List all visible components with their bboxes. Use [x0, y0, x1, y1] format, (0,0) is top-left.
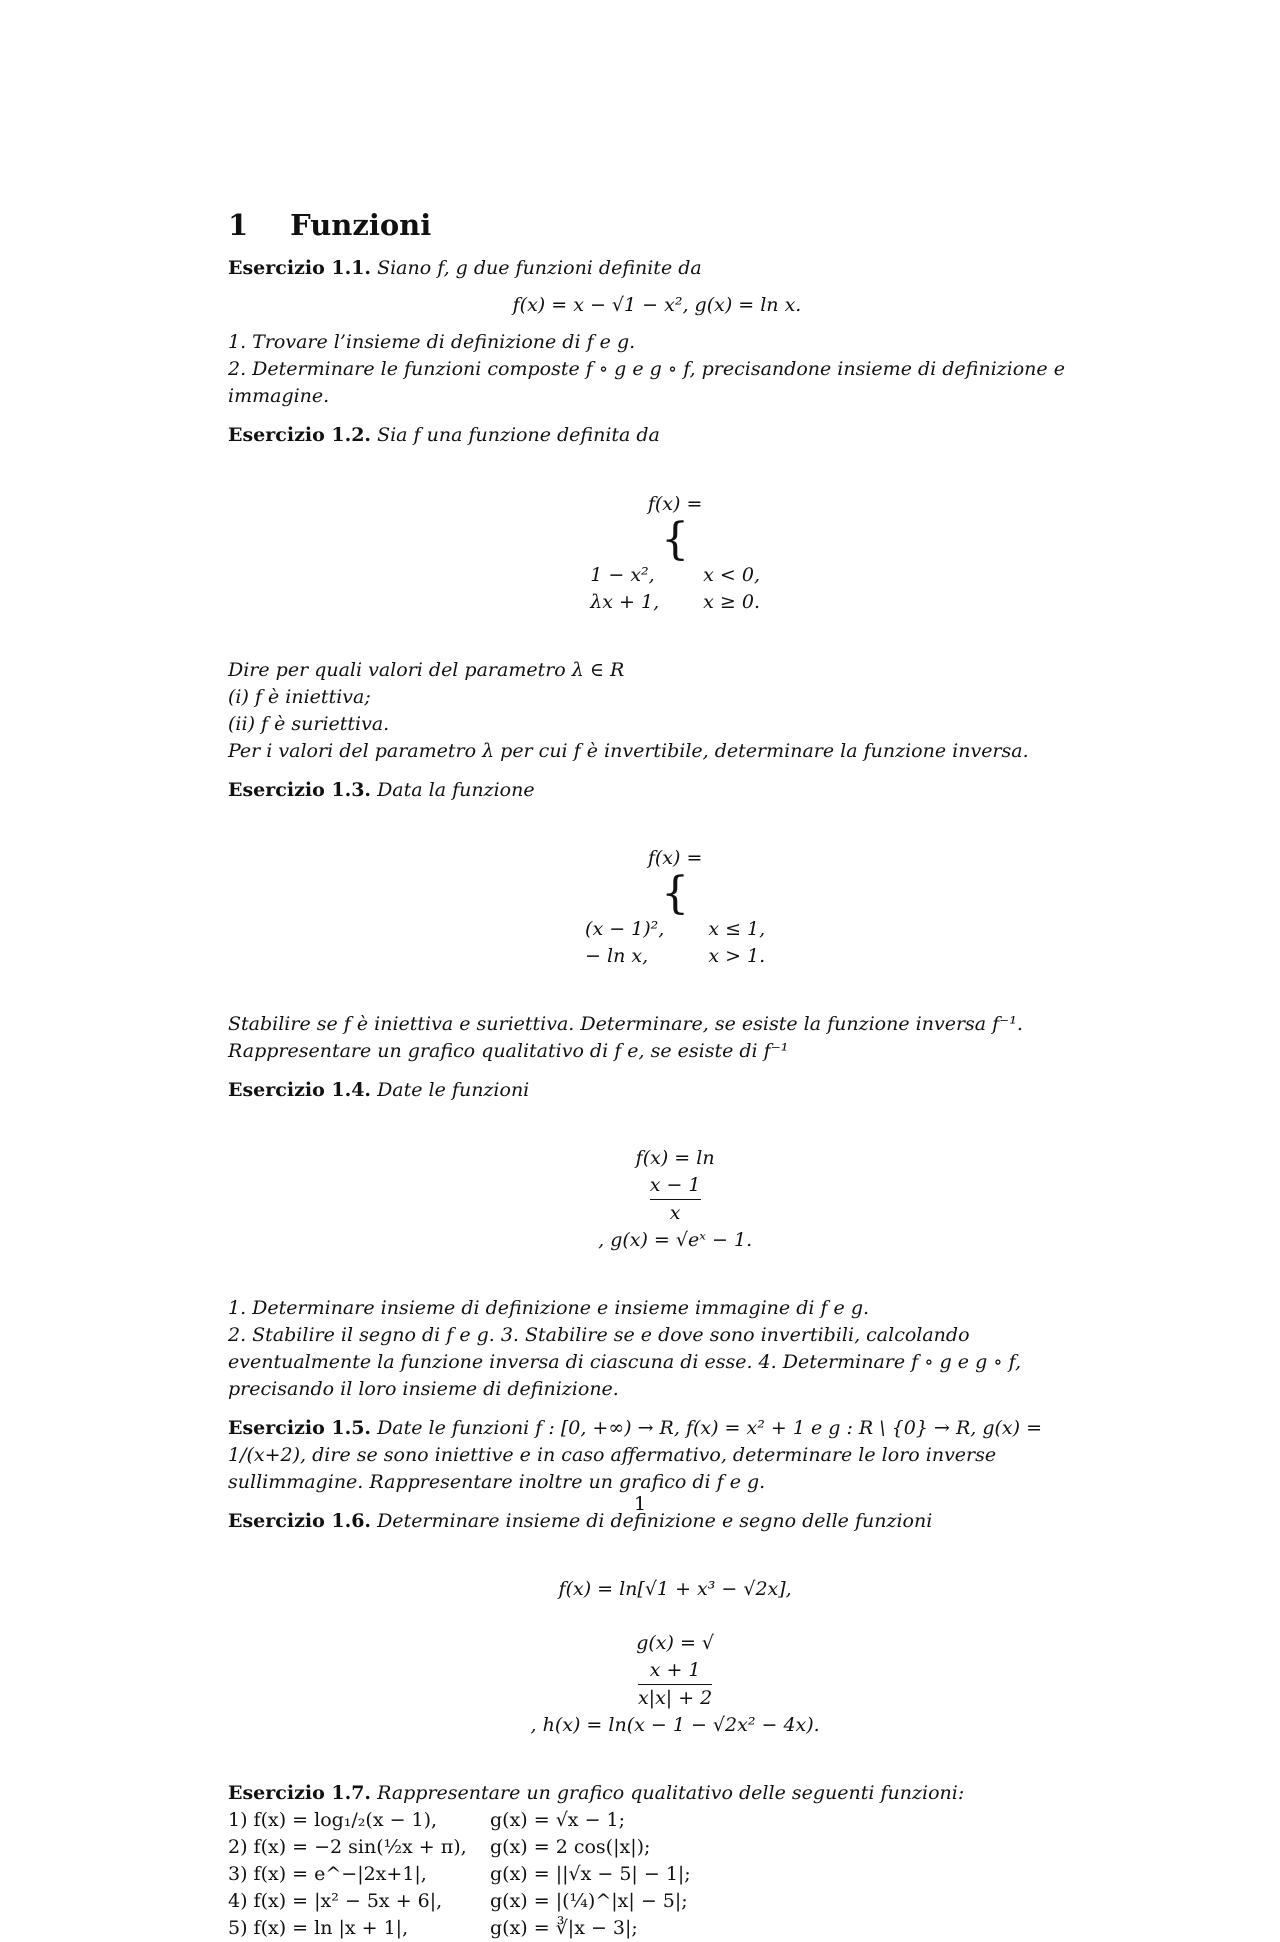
equation-f: f(x) = ln[√1 + x³ − √2x], — [558, 1578, 792, 1600]
list-item — [228, 1915, 1086, 1942]
fraction — [638, 1657, 712, 1712]
function-f: 4) f(x) = |x² − 5x + 6|, — [228, 1890, 443, 1912]
case-expr: λx + 1, — [590, 590, 660, 613]
exercise-intro: Rappresentare un grafico qualitativo delle seguenti funzioni: — [377, 1782, 965, 1804]
function-f: 1) f(x) = log₁/₂(x − 1), — [228, 1809, 438, 1831]
exercise-text: 2. Stabilire il segno di f e g. 3. Stabilire se e dove sono invertibili, calcolando eventualmente la funzione inversa di ciascuna di esse. 4. Determinare f ∘ g e g ∘ f, precisando il loro insieme di definizione. — [228, 1324, 1022, 1400]
section-number: 1 — [228, 208, 249, 242]
equation-g-lhs: g(x) = √ — [636, 1632, 715, 1654]
page-number: 1 — [633, 1493, 647, 1515]
brace-symbol: { — [661, 868, 690, 919]
list-item — [228, 1861, 1086, 1888]
cases-block — [585, 916, 765, 970]
exercise-1-2 — [228, 422, 1086, 449]
exercise-1-1 — [228, 255, 1086, 282]
case-cond: x ≤ 1, — [708, 918, 766, 940]
exercise-text: Per i valori del parametro λ per cui f è invertibile, determinare la funzione inversa. — [228, 739, 1029, 762]
fraction-numerator: x − 1 — [649, 1174, 701, 1196]
brace-symbol: { — [661, 513, 690, 565]
exercise-label: Esercizio 1.7. — [228, 1782, 372, 1804]
exercise-1-5 — [228, 1415, 1086, 1496]
exercise-intro: Date le funzioni — [377, 1079, 530, 1101]
equation — [228, 1118, 1086, 1281]
exercise-1-4 — [228, 1077, 1086, 1104]
fraction-numerator: x + 1 — [649, 1659, 701, 1681]
function-f: 3) f(x) = e^−|2x+1|, — [228, 1863, 427, 1885]
case-expr: 1 − x², — [590, 563, 655, 586]
equation-lhs: f(x) = — [647, 847, 703, 869]
exercise-intro: Siano f, g due funzioni definite da — [377, 257, 702, 279]
list-item — [228, 1888, 1086, 1915]
exercise-text: Stabilire se f è iniettiva e suriettiva. Determinare, se esiste la funzione inversa f⁻¹. Rappresentare un grafico qualitativo di f e, se esiste di f⁻¹ — [228, 1013, 1023, 1062]
exercise-label: Esercizio 1.6. — [228, 1510, 372, 1532]
exercise-text: (i) f è iniettiva; — [228, 685, 371, 708]
exercise-text: Dire per quali valori del parametro λ ∈ R — [228, 658, 625, 681]
function-g: g(x) = ||√x − 5| − 1|; — [490, 1863, 691, 1885]
equation-lhs: f(x) = ln — [635, 1147, 715, 1169]
list-item — [228, 1807, 1086, 1834]
fraction-denominator: x — [650, 1199, 701, 1227]
exercise-text: 1. Determinare insieme di definizione e insieme immagine di f e g. — [228, 1297, 870, 1319]
function-list — [228, 1807, 1086, 1942]
case-expr: − ln x, — [585, 945, 649, 967]
function-g: g(x) = √x − 1; — [490, 1809, 626, 1831]
equation: f(x) = x − √1 − x², g(x) = ln x. — [512, 294, 802, 316]
case-cond: x ≥ 0. — [703, 590, 760, 613]
equation — [228, 1549, 1086, 1766]
exercise-intro: Determinare insieme di definizione e segno delle funzioni — [377, 1510, 933, 1532]
exercise-intro: Date le funzioni f : [0, +∞) → R, f(x) = x² + 1 e g : R \ {0} → R, g(x) = 1/(x+2), dire se sono iniettive e in caso affermativo, determinare le loro inverse sullimmagine. Rappresentare inoltre un grafico di f e g. — [228, 1417, 1042, 1493]
exercise-intro: Data la funzione — [377, 778, 535, 801]
list-item — [228, 1834, 1086, 1861]
function-g: g(x) = 2 cos(|x|); — [490, 1836, 651, 1858]
exercise-1-7 — [228, 1780, 1086, 1807]
equation-h: , h(x) = ln(x − 1 − √2x² − 4x). — [530, 1714, 820, 1736]
case-expr: (x − 1)², — [585, 918, 665, 940]
equation-lhs: f(x) = — [647, 492, 703, 515]
function-g: g(x) = |(¼)^|x| − 5|; — [490, 1890, 688, 1912]
exercise-label: Esercizio 1.5. — [228, 1417, 372, 1439]
section-heading — [228, 208, 1086, 242]
exercise-text: (ii) f è suriettiva. — [228, 712, 390, 735]
equation-rest: , g(x) = √eˣ − 1. — [598, 1229, 753, 1251]
exercise-1-3 — [228, 777, 1086, 804]
exercise-intro: Sia f una funzione definita da — [377, 424, 660, 446]
piecewise-equation — [228, 818, 1086, 998]
exercise-text: 2. Determinare le funzioni composte f ∘ g e g ∘ f, precisandone insieme di definizione e immagine. — [228, 358, 1065, 407]
exercise-label: Esercizio 1.1. — [228, 257, 372, 279]
page-content — [228, 208, 1086, 1942]
exercise-label: Esercizio 1.2. — [228, 424, 372, 446]
exercise-label: Esercizio 1.4. — [228, 1079, 372, 1101]
section-title: Funzioni — [290, 208, 432, 242]
function-f: 5) f(x) = ln |x + 1|, — [228, 1917, 409, 1939]
fraction — [650, 1172, 701, 1227]
exercise-text: 1. Trovare l’insieme di definizione di f e g. — [228, 331, 636, 353]
function-f: 2) f(x) = −2 sin(½x + π), — [228, 1836, 467, 1858]
case-cond: x > 1. — [708, 945, 766, 967]
exercise-label: Esercizio 1.3. — [228, 778, 372, 801]
case-cond: x < 0, — [703, 563, 760, 586]
function-g: g(x) = ∛|x − 3|; — [490, 1917, 638, 1939]
piecewise-equation — [228, 463, 1086, 643]
fraction-denominator: x|x| + 2 — [638, 1684, 712, 1712]
cases-block — [590, 562, 760, 616]
